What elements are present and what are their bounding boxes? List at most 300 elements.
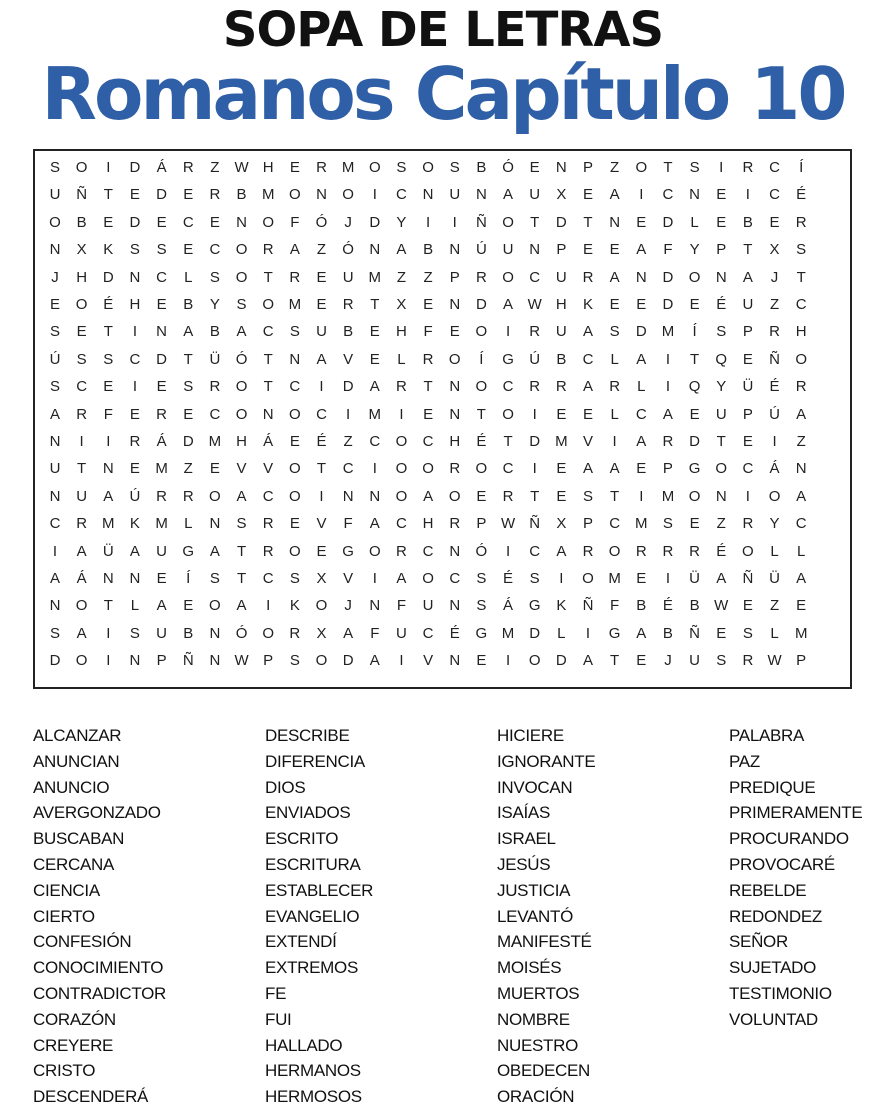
grid-letter: A: [636, 350, 647, 368]
grid-letter: R: [316, 159, 327, 176]
grid-letter: T: [690, 350, 700, 368]
grid-letter: M: [102, 515, 115, 533]
word-list-item: HALLADO: [265, 1035, 343, 1055]
grid-letter: E: [716, 213, 727, 231]
grid-letter: E: [582, 405, 593, 423]
grid-letter: F: [663, 241, 673, 259]
word-list-item: LEVANTÓ: [497, 906, 573, 926]
grid-letter: A: [236, 323, 247, 341]
grid-letter: K: [556, 597, 567, 615]
grid-letter: U: [555, 268, 567, 286]
grid-letter: K: [103, 241, 114, 259]
grid-letter: A: [49, 570, 60, 587]
word-list-item: JESÚS: [497, 854, 551, 874]
grid-letter: O: [502, 213, 514, 231]
word-list-column-4: [729, 723, 862, 1033]
grid-letter: M: [661, 323, 675, 341]
grid-letter: L: [610, 405, 619, 423]
grid-letter: M: [261, 186, 275, 204]
grid-letter: Y: [716, 378, 727, 396]
grid-letter: S: [183, 378, 194, 396]
grid-letter: S: [49, 159, 60, 176]
grid-letter: S: [662, 515, 673, 533]
grid-letter: É: [716, 296, 727, 313]
grid-letter: S: [689, 159, 700, 176]
grid-letter: E: [689, 515, 700, 533]
grid-letter: Ú: [769, 405, 780, 423]
grid-letter: Ó: [475, 542, 488, 560]
grid-letter: B: [343, 323, 354, 341]
grid-letter: I: [319, 487, 324, 505]
grid-letter: S: [49, 323, 60, 341]
grid-letter: S: [609, 323, 620, 341]
grid-letter: O: [475, 378, 488, 396]
grid-letter: I: [559, 570, 564, 587]
grid-letter: N: [449, 378, 461, 396]
grid-letter: N: [209, 652, 221, 670]
grid-letter: U: [555, 323, 567, 341]
grid-letter: C: [262, 570, 274, 587]
grid-letter: T: [583, 213, 593, 231]
grid-letter: E: [369, 350, 380, 368]
grid-letter: Ü: [742, 378, 754, 396]
grid-letter: Z: [316, 241, 327, 259]
grid-letter: T: [743, 241, 753, 259]
grid-letter: T: [236, 542, 247, 560]
grid-letter: R: [582, 268, 594, 286]
grid-letter: L: [610, 350, 619, 368]
grid-letter: E: [183, 597, 194, 615]
grid-letter: N: [795, 460, 807, 478]
grid-letter: E: [316, 542, 327, 560]
grid-letter: O: [528, 652, 541, 670]
grid-letter: N: [236, 213, 247, 231]
grid-letter: B: [423, 241, 434, 259]
grid-letter: E: [742, 597, 753, 615]
grid-letter: O: [475, 460, 488, 478]
grid-letter: O: [289, 542, 301, 560]
grid-letter: R: [795, 213, 807, 231]
grid-letter: Ñ: [689, 624, 701, 642]
grid-letter: C: [289, 378, 301, 396]
grid-letter: X: [556, 186, 567, 204]
grid-letter: M: [208, 433, 222, 450]
word-list-item: ESTABLECER: [265, 880, 374, 900]
grid-letter: S: [476, 570, 487, 587]
grid-letter: T: [263, 268, 273, 286]
grid-letter: I: [399, 652, 404, 670]
grid-letter: D: [342, 378, 354, 396]
grid-letter: I: [665, 378, 671, 396]
grid-letter: O: [75, 159, 88, 176]
grid-letter: H: [129, 296, 141, 313]
grid-letter: T: [183, 350, 193, 368]
word-list-column-2: [265, 723, 373, 1110]
grid-letter: I: [585, 624, 591, 642]
grid-letter: S: [103, 350, 114, 368]
grid-letter: U: [316, 323, 327, 341]
grid-letter: O: [315, 652, 328, 670]
grid-letter: H: [396, 323, 407, 341]
grid-letter: P: [263, 652, 274, 670]
grid-letter: X: [769, 241, 780, 259]
grid-letter: L: [637, 378, 646, 396]
grid-letter: A: [796, 405, 807, 423]
grid-letter: C: [342, 460, 354, 478]
grid-letter: O: [289, 487, 301, 505]
grid-letter: S: [129, 624, 140, 642]
grid-letter: S: [796, 241, 807, 259]
grid-letter: I: [745, 487, 750, 505]
word-list-item: ISRAEL: [497, 829, 556, 849]
grid-letter: E: [636, 213, 647, 231]
grid-letter: C: [422, 624, 434, 642]
grid-letter: M: [155, 460, 168, 478]
grid-letter: A: [129, 542, 140, 560]
grid-letter: O: [742, 542, 754, 560]
grid-letter: E: [556, 487, 567, 505]
grid-letter: B: [209, 323, 220, 341]
word-list-item: INVOCAN: [497, 777, 573, 797]
grid-letter: E: [556, 460, 567, 478]
grid-letter: N: [715, 268, 727, 286]
grid-letter: L: [184, 268, 193, 286]
grid-letter: N: [209, 515, 221, 533]
grid-letter: R: [582, 542, 594, 560]
grid-letter: U: [449, 186, 461, 204]
word-list-item: FE: [265, 983, 287, 1003]
grid-letter: E: [449, 323, 460, 341]
grid-letter: M: [635, 515, 648, 533]
grid-letter: O: [75, 652, 88, 670]
grid-letter: H: [76, 268, 88, 286]
grid-letter: T: [716, 433, 726, 450]
grid-letter: V: [582, 433, 593, 450]
grid-letter: O: [715, 460, 728, 478]
grid-letter: É: [476, 433, 487, 450]
grid-letter: S: [156, 241, 167, 259]
grid-letter: C: [369, 433, 381, 450]
grid-letter: G: [182, 542, 195, 560]
grid-letter: C: [49, 515, 61, 533]
grid-letter: A: [316, 350, 327, 368]
grid-letter: C: [209, 241, 221, 259]
grid-letter: M: [794, 624, 808, 642]
grid-letter: L: [184, 515, 193, 533]
grid-letter: É: [716, 542, 727, 560]
grid-letter: N: [449, 652, 461, 670]
grid-letter: N: [369, 597, 381, 615]
grid-letter: S: [396, 159, 407, 176]
grid-letter: A: [582, 378, 593, 396]
grid-letter: O: [608, 542, 621, 560]
grid-letter: C: [635, 405, 647, 423]
grid-letter: Á: [263, 433, 274, 450]
grid-letter: A: [609, 460, 620, 478]
grid-letter: E: [156, 570, 167, 587]
grid-letter: N: [529, 241, 541, 259]
grid-letter: E: [103, 213, 114, 231]
grid-letter: S: [209, 570, 220, 587]
word-list-item: HERMOSOS: [265, 1087, 362, 1107]
grid-letter: S: [449, 159, 460, 176]
word-list-item: EXTENDÍ: [265, 932, 337, 952]
grid-letter: C: [262, 487, 274, 505]
grid-letter: Ó: [235, 624, 248, 642]
grid-letter: A: [609, 268, 620, 286]
grid-letter: A: [369, 515, 380, 533]
grid-letter: N: [129, 570, 141, 587]
grid-letter: I: [132, 378, 138, 396]
grid-letter: R: [76, 515, 88, 533]
grid-letter: B: [556, 350, 567, 368]
grid-letter: E: [476, 487, 487, 505]
grid-letter: M: [608, 570, 621, 587]
grid-letter: C: [449, 570, 461, 587]
grid-letter: R: [689, 542, 701, 560]
grid-letter: N: [689, 186, 701, 204]
grid-letter: I: [612, 433, 617, 450]
grid-letter: E: [76, 323, 87, 341]
grid-letter: E: [209, 213, 220, 231]
grid-letter: E: [742, 433, 753, 450]
grid-letter: V: [343, 350, 354, 368]
grid-letter: S: [742, 624, 753, 642]
word-list-column-1: [33, 723, 166, 1110]
grid-letter: M: [368, 405, 382, 423]
grid-letter: U: [49, 186, 61, 204]
grid-letter: R: [76, 405, 88, 423]
grid-letter: A: [582, 460, 593, 478]
grid-letter: D: [369, 213, 381, 231]
word-list-item: CIERTO: [33, 906, 95, 926]
grid-letter: I: [52, 542, 58, 560]
grid-letter: O: [315, 597, 328, 615]
grid-letter: C: [769, 186, 780, 204]
letter-grid-cells: [35, 151, 850, 687]
grid-letter: U: [502, 241, 514, 259]
grid-letter: Ü: [102, 542, 114, 560]
grid-letter: R: [262, 515, 274, 533]
word-list-item: EVANGELIO: [265, 906, 360, 926]
grid-letter: E: [423, 296, 434, 313]
grid-letter: U: [49, 460, 61, 478]
word-list-item: CRISTO: [33, 1061, 96, 1081]
grid-letter: J: [664, 652, 672, 670]
grid-letter: E: [609, 241, 620, 259]
grid-letter: I: [346, 405, 351, 423]
grid-letter: A: [396, 241, 407, 259]
grid-letter: R: [449, 460, 461, 478]
grid-letter: R: [742, 515, 754, 533]
grid-letter: D: [529, 624, 541, 642]
grid-letter: C: [795, 296, 807, 313]
grid-letter: R: [156, 405, 168, 423]
grid-letter: I: [452, 213, 457, 231]
grid-letter: L: [797, 542, 806, 560]
grid-letter: I: [132, 323, 138, 341]
grid-letter: T: [263, 350, 273, 368]
grid-letter: Z: [610, 159, 620, 176]
grid-letter: I: [319, 378, 324, 396]
grid-letter: V: [343, 570, 354, 587]
grid-letter: É: [796, 186, 807, 204]
grid-letter: R: [129, 433, 141, 450]
grid-letter: I: [505, 652, 511, 670]
grid-letter: B: [742, 213, 753, 231]
grid-letter: E: [529, 159, 540, 176]
grid-letter: U: [396, 624, 407, 642]
grid-letter: É: [503, 570, 514, 587]
grid-letter: V: [423, 652, 434, 670]
grid-letter: D: [555, 652, 567, 670]
grid-letter: I: [532, 405, 537, 423]
grid-letter: C: [582, 350, 594, 368]
grid-letter: T: [476, 405, 486, 423]
grid-letter: D: [555, 213, 567, 231]
grid-letter: S: [289, 570, 300, 587]
grid-letter: D: [342, 652, 354, 670]
grid-letter: E: [156, 213, 167, 231]
grid-letter: Ñ: [76, 186, 88, 204]
grid-letter: E: [636, 460, 647, 478]
grid-letter: A: [423, 487, 434, 505]
word-list-item: PROCURANDO: [729, 829, 849, 849]
grid-letter: O: [368, 542, 381, 560]
grid-letter: T: [77, 460, 87, 478]
grid-letter: R: [555, 378, 567, 396]
grid-letter: P: [582, 515, 593, 533]
word-list-item: CIENCIA: [33, 880, 100, 900]
grid-letter: A: [556, 542, 567, 560]
grid-letter: C: [182, 213, 194, 231]
grid-letter: T: [796, 268, 806, 286]
grid-letter: O: [688, 268, 701, 286]
grid-letter: S: [289, 323, 300, 341]
grid-letter: N: [209, 624, 221, 642]
grid-letter: Í: [799, 159, 804, 176]
grid-letter: Z: [769, 597, 780, 615]
grid-letter: K: [289, 597, 300, 615]
grid-letter: U: [76, 487, 88, 505]
grid-letter: I: [639, 186, 644, 204]
grid-letter: Ó: [315, 213, 328, 231]
grid-letter: R: [289, 268, 301, 286]
grid-letter: I: [399, 405, 404, 423]
word-list-item: PREDIQUE: [729, 777, 816, 797]
grid-letter: Y: [396, 213, 407, 231]
grid-letter: C: [396, 186, 407, 204]
grid-letter: A: [503, 186, 514, 204]
word-list-item: CORAZÓN: [33, 1009, 116, 1029]
grid-letter: N: [316, 186, 327, 204]
grid-letter: C: [795, 515, 807, 533]
grid-letter: A: [76, 542, 87, 560]
grid-letter: A: [183, 323, 194, 341]
grid-letter: I: [665, 570, 671, 587]
grid-letter: C: [609, 515, 621, 533]
grid-letter: Ü: [209, 350, 221, 368]
grid-letter: O: [289, 460, 301, 478]
grid-letter: C: [502, 378, 514, 396]
grid-letter: A: [209, 542, 220, 560]
grid-letter: C: [742, 460, 754, 478]
word-list-item: MOISÉS: [497, 958, 562, 978]
grid-letter: O: [768, 487, 781, 505]
grid-letter: I: [266, 597, 271, 615]
grid-letter: R: [182, 159, 194, 176]
grid-letter: M: [555, 433, 568, 450]
grid-letter: L: [130, 597, 140, 615]
grid-letter: Ñ: [529, 515, 541, 533]
word-list-item: ESCRITURA: [265, 854, 361, 874]
grid-letter: Ó: [235, 350, 248, 368]
grid-letter: O: [422, 460, 434, 478]
grid-letter: A: [636, 624, 647, 642]
grid-letter: I: [772, 433, 777, 450]
word-list-item: DESCENDERÁ: [33, 1087, 149, 1107]
grid-letter: E: [156, 296, 167, 313]
grid-letter: Ó: [342, 241, 354, 259]
grid-letter: N: [49, 433, 61, 450]
grid-letter: E: [556, 405, 567, 423]
word-list-item: SUJETADO: [729, 958, 817, 978]
grid-letter: L: [690, 213, 699, 231]
grid-letter: N: [262, 405, 274, 423]
grid-letter: T: [530, 213, 540, 231]
word-list-item: PROVOCARÉ: [729, 854, 835, 874]
grid-letter: A: [582, 652, 593, 670]
grid-letter: T: [236, 570, 247, 587]
grid-letter: F: [423, 323, 433, 341]
grid-letter: E: [183, 405, 194, 423]
grid-letter: I: [106, 159, 111, 176]
grid-letter: B: [236, 186, 247, 204]
grid-letter: O: [368, 159, 381, 176]
grid-letter: D: [475, 296, 487, 313]
grid-letter: E: [316, 296, 327, 313]
grid-letter: P: [742, 405, 753, 423]
grid-letter: O: [209, 597, 221, 615]
grid-letter: O: [502, 268, 514, 286]
grid-letter: V: [316, 515, 327, 533]
grid-letter: U: [715, 405, 727, 423]
grid-letter: I: [79, 433, 84, 450]
page-title: SOPA DE LETRAS: [222, 2, 664, 58]
grid-letter: E: [636, 652, 647, 670]
grid-letter: B: [662, 624, 673, 642]
grid-letter: S: [582, 487, 593, 505]
grid-letter: T: [610, 487, 620, 505]
grid-letter: E: [49, 296, 60, 313]
word-list-item: ORACIÓN: [497, 1087, 575, 1107]
grid-letter: O: [635, 159, 648, 176]
grid-letter: D: [662, 268, 674, 286]
grid-letter: X: [76, 241, 87, 259]
grid-letter: H: [555, 296, 567, 313]
word-list-item: CERCANA: [33, 854, 115, 874]
grid-letter: I: [505, 542, 511, 560]
grid-letter: A: [503, 296, 514, 313]
grid-letter: N: [342, 487, 354, 505]
grid-letter: A: [103, 487, 114, 505]
grid-letter: T: [423, 378, 433, 396]
grid-letter: E: [476, 652, 487, 670]
grid-letter: Ü: [769, 570, 780, 587]
grid-letter: O: [235, 268, 248, 286]
grid-letter: E: [636, 570, 647, 587]
grid-letter: T: [103, 323, 113, 341]
